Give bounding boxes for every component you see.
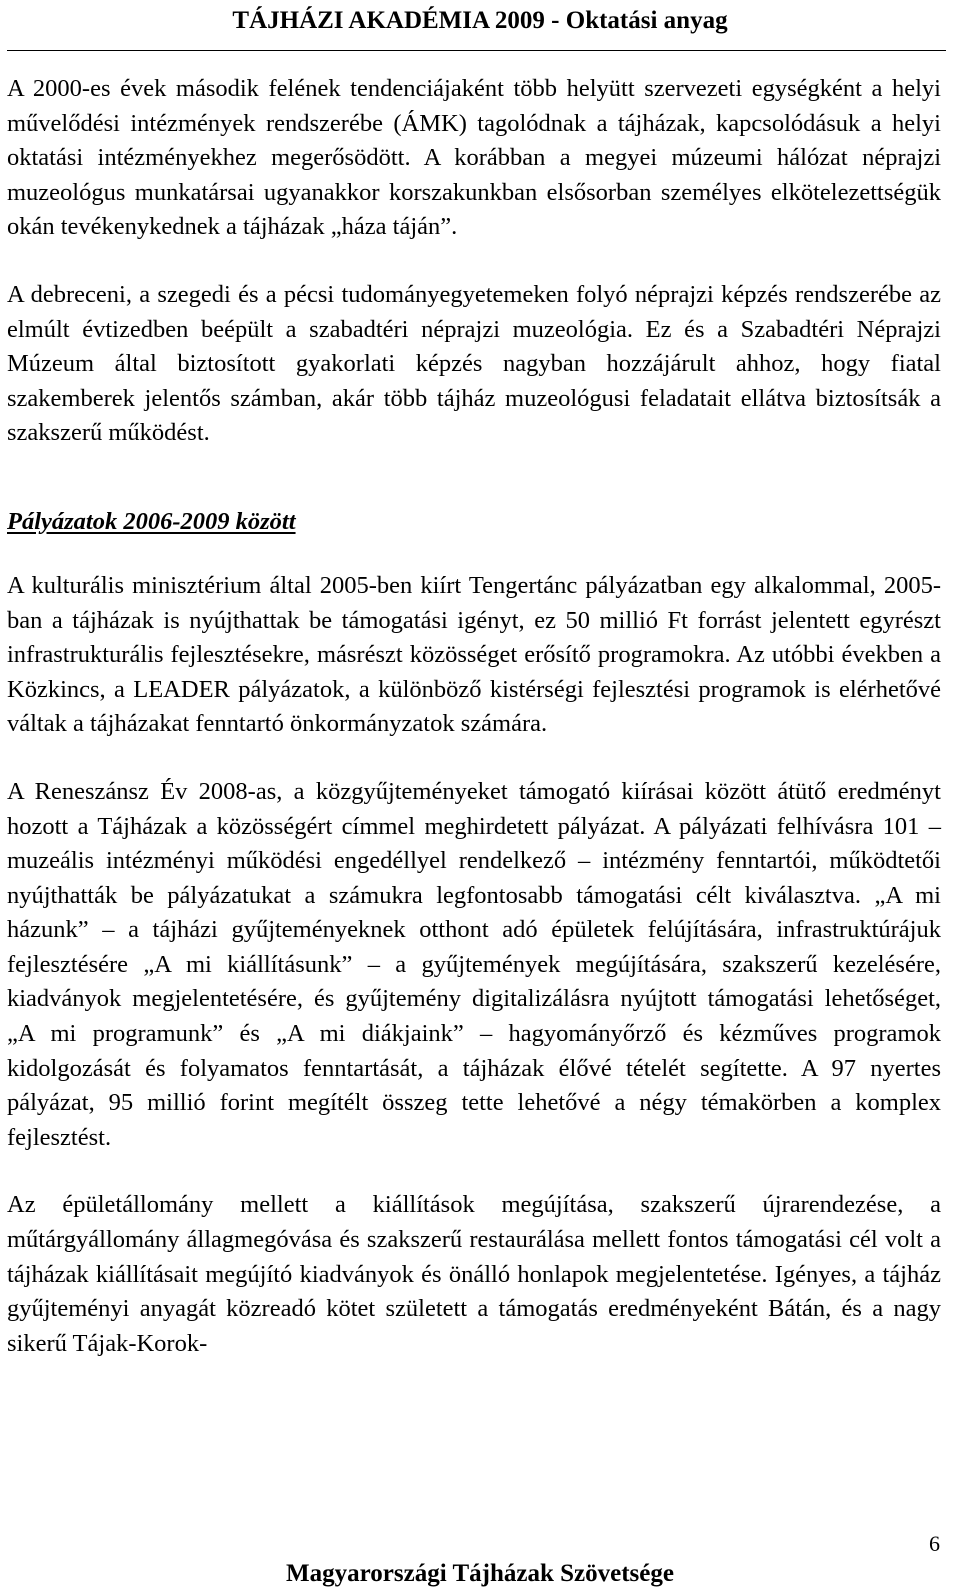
paragraph-ministry-tender: A kulturális minisztérium által 2005-ben kiírt Tengertánc pályázatban egy alkalommal, 2005-ban a tájházak is nyújthattak be támogatási igényt, ez 50 millió Ft forrást jelentett egyrészt infrastrukturális fejlesztésekre, másrészt közösséget erősítő programokra. Az utóbbi években a Közkincs, a LEADER pályázatok, a különböző kistérségi fejlesztési programok is elérhetővé váltak a tájházakat fenntartó önkormányzatok számára. (7, 571, 941, 738)
paragraph-tendencies: A 2000-es évek második felének tendenciájaként több helyütt szervezeti egységként a helyi művelődési intézmények rendszerébe (ÁMK) tagolódnak a tájházak, kapcsolódásuk a helyi oktatási intézményekhez megerősödött. A korábban a megyei múzeumi hálózat néprajzi muzeológus munkatársai ugyanakkor korszakunkban elsősorban személyes elkötelezettségük okán tevékenykednek a tájházak „háza táján”. (7, 75, 941, 241)
paragraph-renaissance-year: A Reneszánsz Év 2008-as, a közgyűjteményeket támogató kiírásai között átütő eredményt hozott a Tájházak a közösségért címmel meghirdetett pályázat. A pályázati felhívásra 101 – muzeális intézményi működési engedéllyel rendelkező – intézmény fenntartói, működtetői nyújthatták be pályázatukat a számukra legfontosabb támogatási célt kiválasztva. „A mi házunk” – a tájházi gyűjteményeknek otthont adó épületek felújítására, infrastruktúrájuk fejlesztésére „A mi kiállításunk” – a gyűjtemények megújítására, szakszerű kezelésére, kiadványok megjelentetésére, és gyűjtemény digitalizálásra nyújtott támogatási lehetőséget, „A mi programunk” és „A mi diákjaink” – hagyományőrző és kézműves programok kidolgozását és folyamatos fenntartását, a tájházak élővé tételét segítette. A 97 nyertes pályázat, 95 millió forint megítélt összeg tette lehetővé a négy témakörben a komplex fejlesztést. (7, 777, 941, 1151)
header-divider (7, 50, 946, 51)
document-header-title: TÁJHÁZI AKADÉMIA 2009 - Oktatási anyag (232, 7, 728, 34)
page-number: 6 (929, 1531, 940, 1556)
footer-organization: Magyarországi Tájházak Szövetsége (286, 1560, 674, 1587)
section-heading-tenders: Pályázatok 2006-2009 között (7, 507, 296, 535)
paragraph-universities: A debreceni, a szegedi és a pécsi tudományegyetemeken folyó néprajzi képzés rendszerébe az elmúlt évtizedben beépült a szabadtéri néprajzi muzeológia. Ez és a Szabadtéri Néprajzi Múzeum által biztosított gyakorlati képzés nagyban hozzájárult ahhoz, hogy fiatal szakemberek jelentős számban, akár több tájház muzeológusi feladatait ellátva biztosítsák a szakszerű működést. (7, 280, 941, 447)
document-body (7, 72, 941, 1361)
paragraph-exhibitions: Az épületállomány mellett a kiállítások megújítása, szakszerű újrarendezése, a műtárgyállomány állagmegóvása és szakszerű restaurálása mellett fontos támogatási cél volt a tájházak kiállításait megújító kiadványok és önálló honlapok megjelentetése. Igényes, a tájház gyűjteményi anyagát közreadó kötet született a támogatás eredményeként Bátán, és a nagy sikerű Tájak-Korok- (7, 1191, 941, 1357)
